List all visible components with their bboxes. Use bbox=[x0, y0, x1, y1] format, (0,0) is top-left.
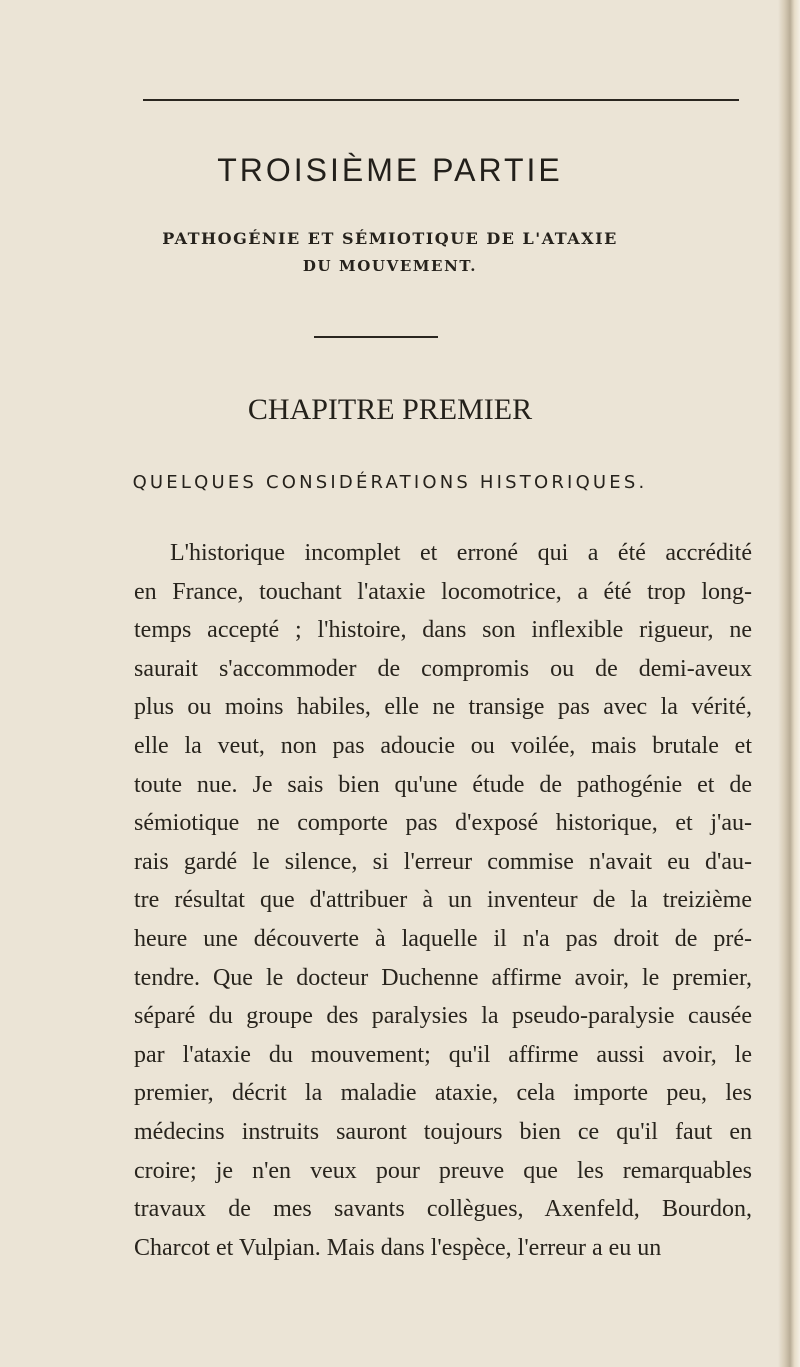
chapter-subtitle: QUELQUES CONSIDÉRATIONS HISTORIQUES. bbox=[132, 472, 648, 493]
body-line: L'historique incomplet et erroné qui a été accrédité bbox=[170, 540, 752, 566]
body-paragraph bbox=[134, 534, 752, 1267]
body-line: toute nue. Je sais bien qu'une étude de pathogénie et de bbox=[134, 771, 752, 798]
body-line: premier, décrit la maladie ataxie, cela importe peu, les bbox=[134, 1080, 752, 1107]
body-line: rais gardé le silence, si l'erreur commise n'avait eu d'au- bbox=[134, 848, 752, 875]
section-divider-rule bbox=[314, 336, 438, 338]
body-line: tre résultat que d'attribuer à un inventeur de la treizième bbox=[134, 887, 752, 914]
part-subtitle-line-1: PATHOGÉNIE ET SÉMIOTIQUE DE L'ATAXIE bbox=[162, 229, 618, 248]
body-line: croire; je n'en veux pour preuve que les remarquables bbox=[134, 1157, 752, 1184]
body-line: saurait s'accommoder de compromis ou de demi-aveux bbox=[134, 655, 752, 682]
part-subtitle-line-2: DU MOUVEMENT. bbox=[302, 257, 478, 275]
top-horizontal-rule bbox=[143, 99, 739, 101]
body-line: sémiotique ne comporte pas d'exposé historique, et j'au- bbox=[134, 810, 752, 837]
body-line: médecins instruits sauront toujours bien ce qu'il faut en bbox=[134, 1118, 752, 1145]
body-line: travaux de mes savants collègues, Axenfeld, Bourdon, bbox=[134, 1196, 752, 1223]
body-line: en France, touchant l'ataxie locomotrice, a été trop long- bbox=[134, 578, 752, 605]
body-line: heure une découverte à laquelle il n'a pas droit de pré- bbox=[134, 925, 752, 952]
body-line: tendre. Que le docteur Duchenne affirme avoir, le premier, bbox=[134, 964, 752, 991]
body-line: elle la veut, non pas adoucie ou voilée, mais brutale et bbox=[134, 732, 752, 759]
body-line: séparé du groupe des paralysies la pseudo-paralysie causée bbox=[134, 1003, 752, 1030]
body-line: Charcot et Vulpian. Mais dans l'espèce, l'erreur a eu un bbox=[134, 1234, 662, 1261]
page-edge-shadow bbox=[778, 0, 800, 1367]
part-title: TROISIÈME PARTIE bbox=[217, 152, 563, 188]
chapter-title: CHAPITRE PREMIER bbox=[247, 393, 533, 426]
body-line: plus ou moins habiles, elle ne transige pas avec la vérité, bbox=[134, 694, 752, 721]
body-line: temps accepté ; l'histoire, dans son inflexible rigueur, ne bbox=[134, 617, 752, 644]
body-line: par l'ataxie du mouvement; qu'il affirme aussi avoir, le bbox=[134, 1041, 752, 1068]
